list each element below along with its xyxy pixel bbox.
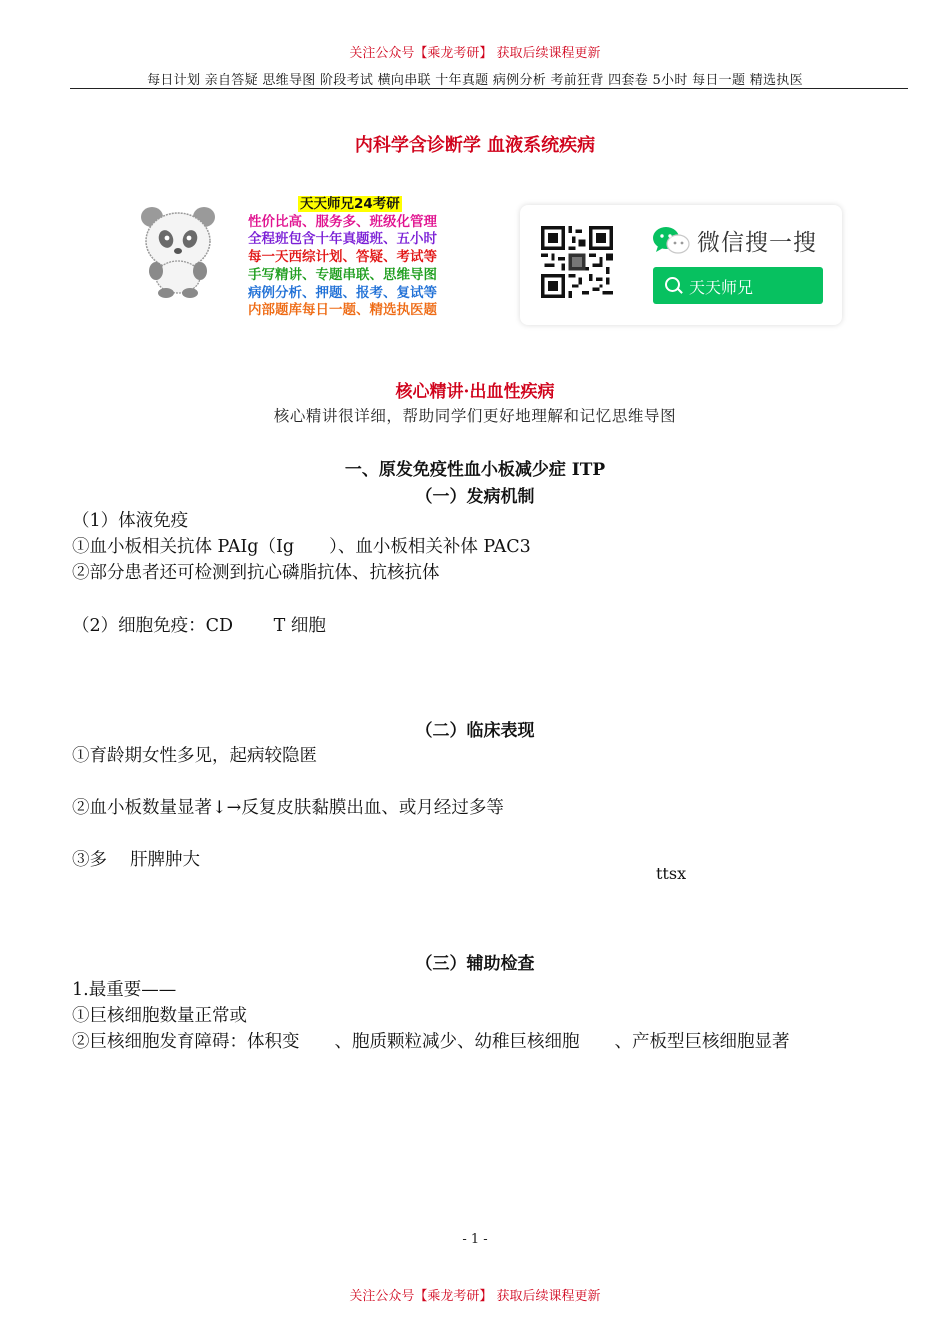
page-number: - 1 - [462, 1232, 488, 1247]
bottom-notice: 关注公众号【乘龙考研】 获取后续课程更新 [349, 1289, 601, 1304]
promo-line: 全程班包含十年真题班、五小时 [248, 231, 437, 248]
chapter-heading: 一、原发免疫性血小板减少症 ITP [344, 460, 606, 480]
top-notice: 关注公众号【乘龙考研】 获取后续课程更新 [349, 46, 601, 61]
content-line: （2）细胞免疫：CD T 细胞 [72, 616, 326, 636]
wechat-logo-icon [652, 226, 690, 256]
content-line: ①巨核细胞数量正常或 [72, 1006, 247, 1026]
promo-line: 内部题库每日一题、精选执医题 [248, 302, 437, 319]
panda-mascot-image [136, 203, 220, 299]
content-line: ①育龄期女性多见，起病较隐匿 [72, 746, 317, 766]
promo-line: 性价比高、服务多、班级化管理 [248, 213, 437, 230]
search-icon [665, 277, 680, 292]
section-note: 核心精讲很详细，帮助同学们更好地理解和记忆思维导图 [273, 407, 677, 425]
content-line: ②巨核细胞发育障碍：体积变 、胞质颗粒减少、幼稚巨核细胞 、产板型巨核细胞显著 [72, 1032, 790, 1052]
service-menu-line: 每日计划 亲自答疑 思维导图 阶段考试 横向串联 十年真题 病例分析 考前狂背 四套卷 5小时 每日一题 精选执医 [147, 73, 803, 88]
content-line: 1.最重要—— [72, 980, 177, 1000]
watermark-text: ttsx [656, 864, 687, 883]
promo-text-block [248, 196, 437, 320]
promo-line: 手写精讲、专题串联、思维导图 [248, 266, 437, 283]
part1-heading: （一）发病机制 [415, 487, 535, 507]
promo-line: 病例分析、押题、报考、复试等 [248, 284, 437, 301]
promo-headline: 天天师兄24考研 [300, 196, 400, 212]
content-line: ②部分患者还可检测到抗心磷脂抗体、抗核抗体 [72, 563, 440, 583]
content-line: ②血小板数量显著↓→反复皮肤黏膜出血、或月经过多等 [72, 798, 504, 818]
header-divider [70, 88, 908, 89]
qr-code-image [541, 226, 613, 298]
part2-heading: （二）临床表现 [415, 721, 535, 741]
document-title: 内科学含诊断学 血液系统疾病 [354, 135, 596, 156]
content-line: ①血小板相关抗体 PAIg（Ig ）、血小板相关补体 PAC3 [72, 537, 531, 557]
content-line: ③多 肝脾肿大 [72, 850, 201, 870]
promo-line: 每一天西综计划、答疑、考试等 [248, 249, 437, 266]
content-line: （1）体液免疫 [72, 511, 189, 531]
wechat-search-button[interactable] [653, 267, 823, 304]
part3-heading: （三）辅助检查 [415, 954, 535, 974]
section-title: 核心精讲·出血性疾病 [395, 382, 555, 402]
wechat-search-button-label: 天天师兄 [689, 278, 754, 297]
wechat-search-title: 微信搜一搜 [697, 230, 817, 256]
